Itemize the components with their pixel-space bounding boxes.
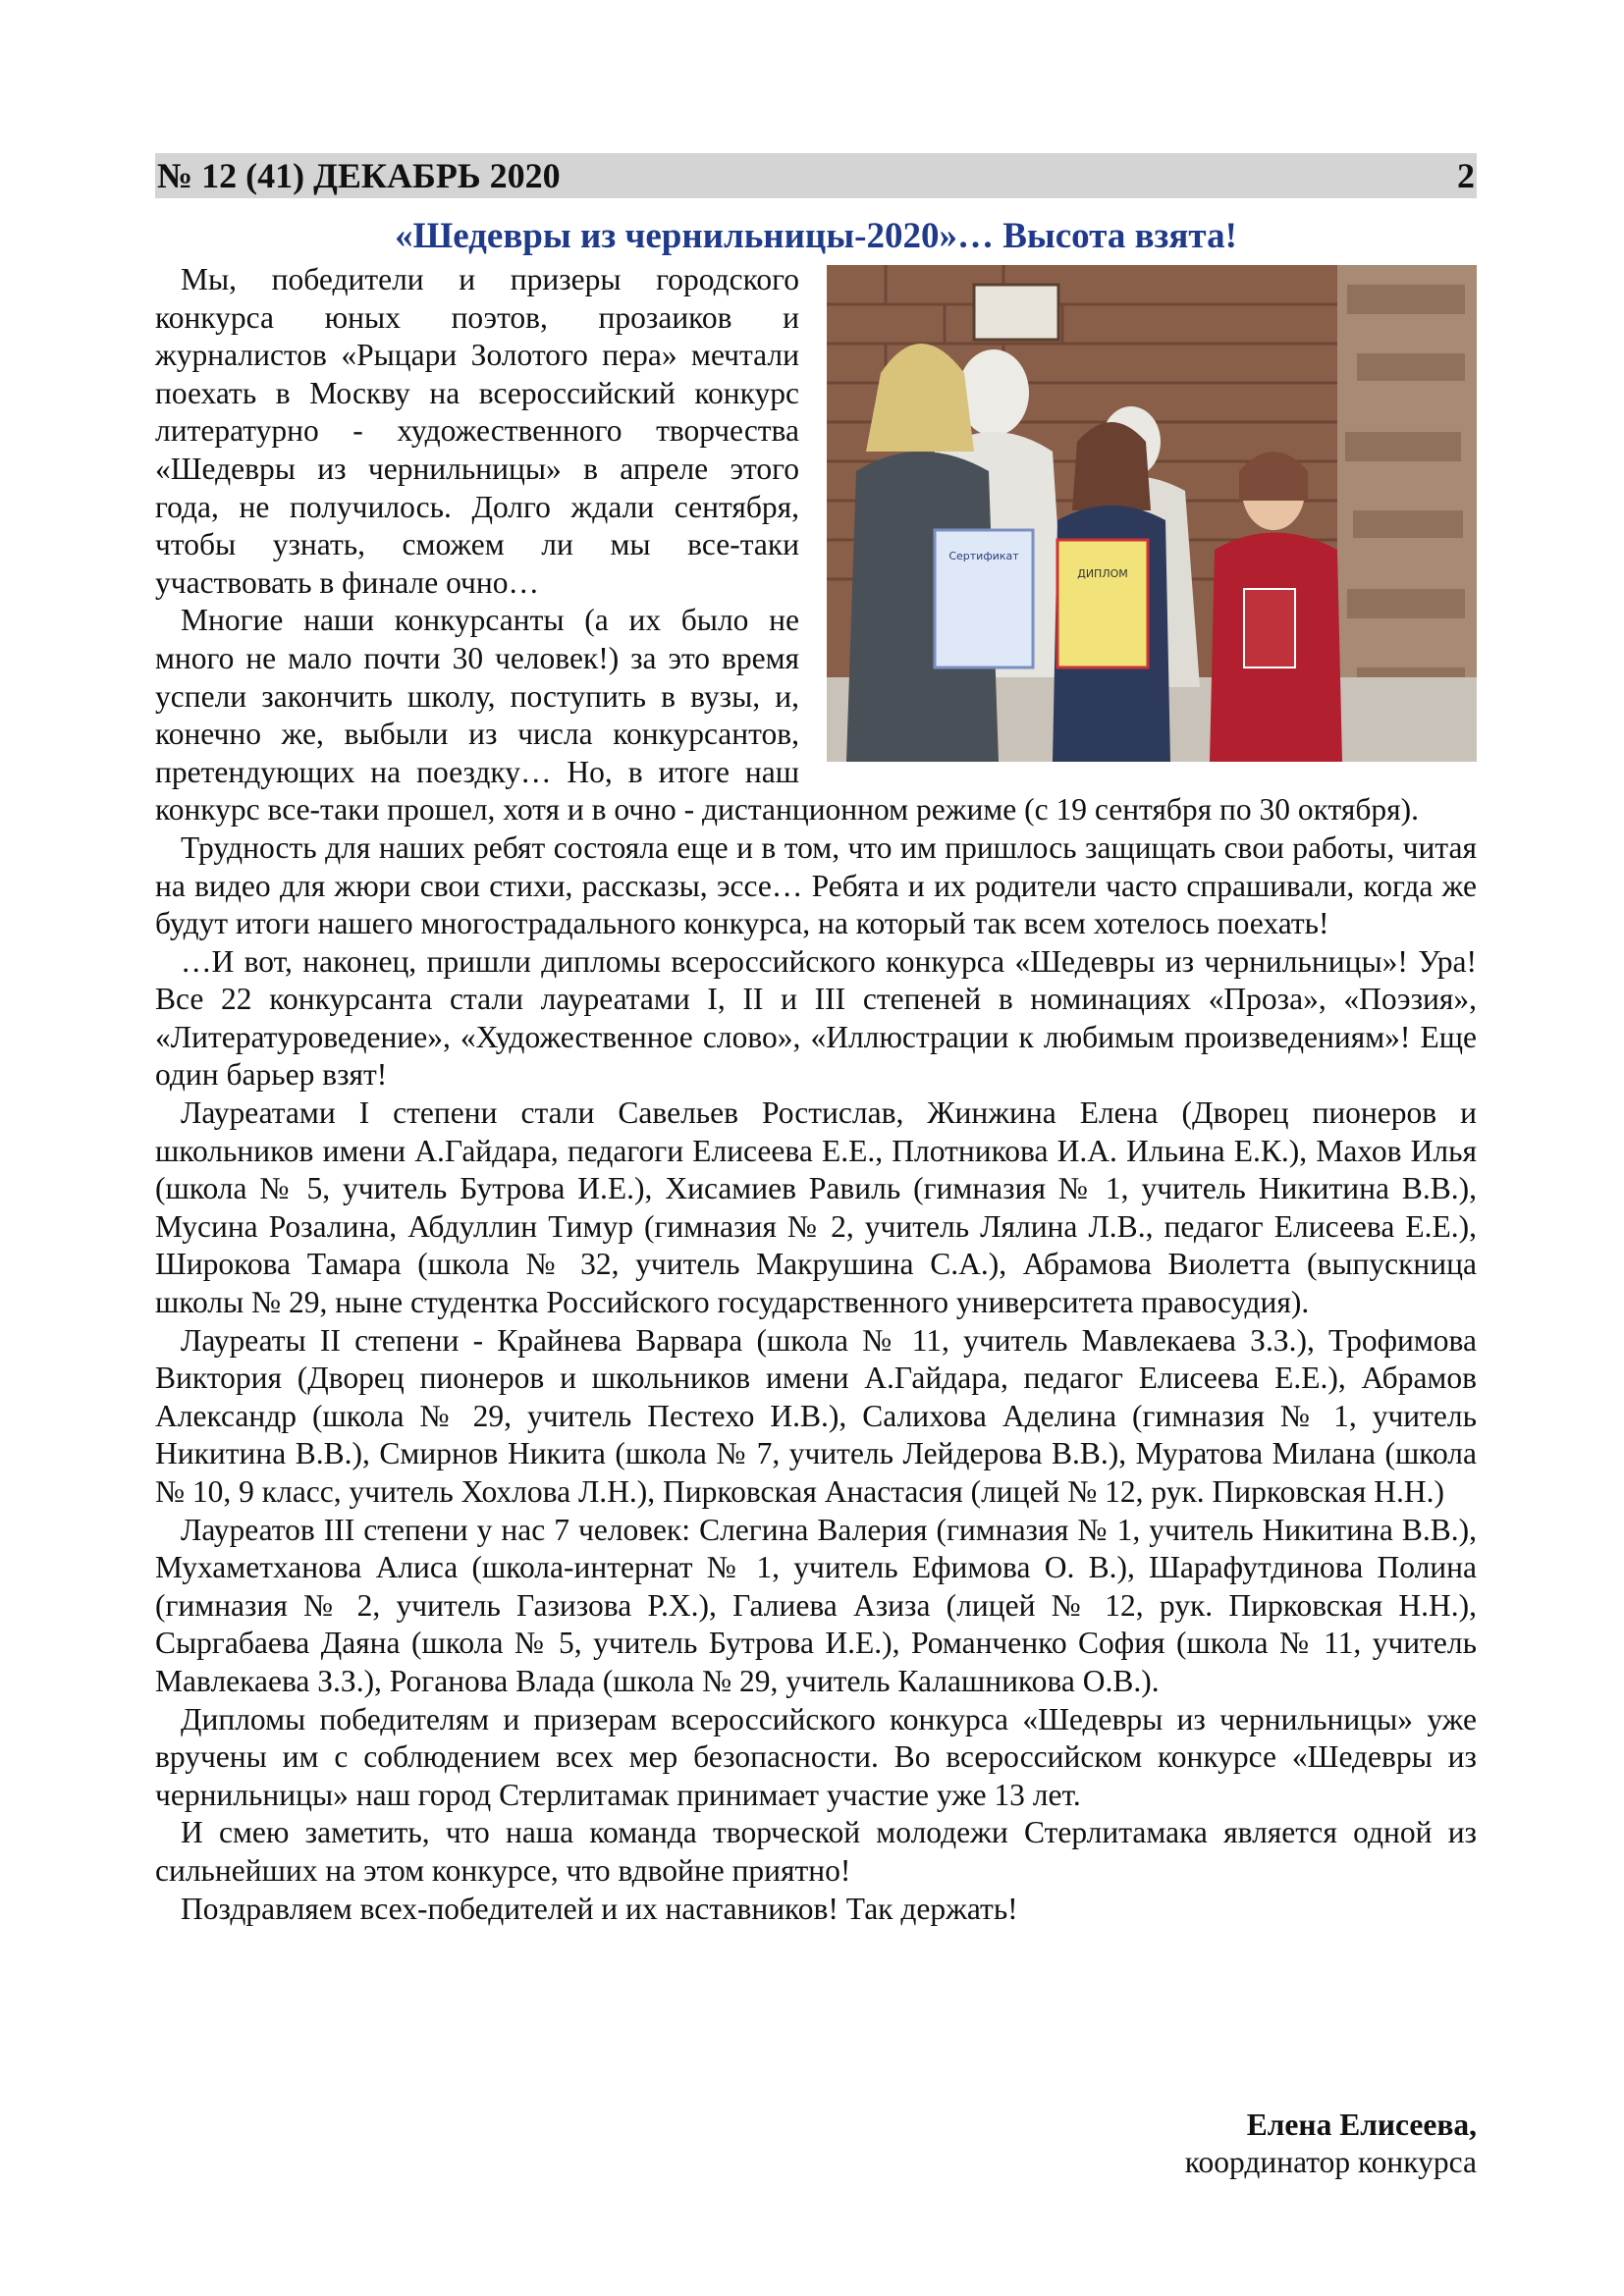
paragraph: …И вот, наконец, пришли дипломы всероссийского конкурса «Шедевры из чернильницы»! Ура! Все 22 конкурсанта стали лауреатами I, II и III степеней в номинациях «Проза», «Поэзия», «Литературоведение», «Художественное слово», «Иллюстрации к любимым произведениям»! Еще один барьер взят! [155, 943, 1477, 1093]
paragraph: Мы, победители и призеры городского конкурса юных поэтов, прозаиков и журналистов «Рыцари Золотого пера» мечтали поехать в Москву на всероссийский конкурс литературно - художественного творчества «Шедевры из чернильницы» в апреле этого года, не получилось. Долго ждали сентября, чтобы узнать, сможем ли мы все-таки участвовать в финале очно… [155, 262, 799, 600]
issue-label: № 12 (41) ДЕКАБРЬ 2020 [157, 156, 561, 195]
paragraph: Лауреаты II степени - Крайнева Варвара (школа № 11, учитель Мавлекаева З.З.), Трофимова Виктория (Дворец пионеров и школьников имени А.Гайдара, педагог Елисеева Е.Е.), Абрамов Александр (школа № 29, учитель Пестехо И.В.), Салихова Аделина (гимназия № 1, учитель Никитина В.В.), Смирнов Никита (школа № 7, учитель Лейдерова В.В.), Муратова Милана (школа № 10, 9 класс, учитель Хохлова Л.Н.), Пирковская Анастасия (лицей № 12, рук. Пирковская Н.Н.) [155, 1322, 1477, 1509]
diploma-center-text: ДИПЛОМ [1077, 567, 1128, 580]
author-name: Елена Елисеева, [1246, 2108, 1477, 2142]
article-photo [827, 265, 1477, 762]
article-title: «Шедевры из чернильницы-2020»… Высота взята! [395, 216, 1237, 256]
page-number: 2 [1457, 156, 1475, 195]
paragraph: Лауреатами I степени стали Савельев Ростислав, Жинжина Елена (Дворец пионеров и школьников имени А.Гайдара, педагоги Елисеева Е.Е., Плотникова И.А. Ильина Е.К.), Махов Илья (школа № 5, учитель Бутрова И.Е.), Хисамиев Равиль (гимназия № 1, учитель Никитина В.В.), Мусина Розалина, Абдуллин Тимур (гимназия № 2, учитель Лялина Л.В., педагог Елисеева Е.Е.), Широкова Тамара (школа № 32, учитель Макрушина С.А.), Абрамова Виолетта (выпускница школы № 29, ныне студентка Российского государственного университета правосудия). [155, 1095, 1477, 1320]
diploma-left-text: Сертификат [948, 550, 1019, 562]
photo-illustration [827, 265, 1477, 762]
author-role: координатор конкурса [1184, 2145, 1477, 2179]
paragraph: И смею заметить, что наша команда творческой молодежи Стерлитамака является одной из сильнейших на этом конкурсе, что вдвойне приятно! [155, 1815, 1477, 1888]
paragraph: Лауреатов III степени у нас 7 человек: Слегина Валерия (гимназия № 1, учитель Никитина В.В.), Мухаметханова Алиса (школа-интернат № 1, учитель Ефимова О. В.), Шарафутдинова Полина (гимназия № 2, учитель Газизова Р.Х.), Галиева Азиза (лицей № 12, рук. Пирковская Н.Н.), Сыргабаева Даяна (школа № 5, учитель Бутрова И.Е.), Романченко София (школа № 11, учитель Мавлекаева З.З.), Роганова Влада (школа № 29, учитель Калашникова О.В.). [155, 1512, 1477, 1698]
paragraph: Многие наши конкурсанты (а их было не много не мало почти 30 человек!) за это время успели закончить школу, поступить в вузы, и, конечно же, выбыли из числа конкурсантов, претендующих на поездку… Но, в итоге наш конкурс все-таки прошел, хотя и в очно - дистанционном режиме (с 19 сентября по 30 октября). [155, 603, 1419, 828]
paragraph: Дипломы победителям и призерам всероссийского конкурса «Шедевры из чернильницы» уже вручены им с соблюдением всех мер безопасности. Во всероссийском конкурсе «Шедевры из чернильницы» наш город Стерлитамак принимает участие уже 13 лет. [155, 1701, 1477, 1812]
article-body [155, 261, 1477, 1928]
paragraph: Трудность для наших ребят состояла еще и в том, что им пришлось защищать свои работы, читая на видео для жюри свои стихи, рассказы, эссе… Ребята и их родители часто спрашивали, когда же будут итоги нашего многострадального конкурса, на который так всем хотелось поехать! [155, 829, 1477, 941]
issue-header [155, 153, 1477, 198]
paragraph: Поздравляем всех-победителей и их наставников! Так держать! [181, 1891, 1018, 1926]
signature [1185, 2107, 1477, 2181]
